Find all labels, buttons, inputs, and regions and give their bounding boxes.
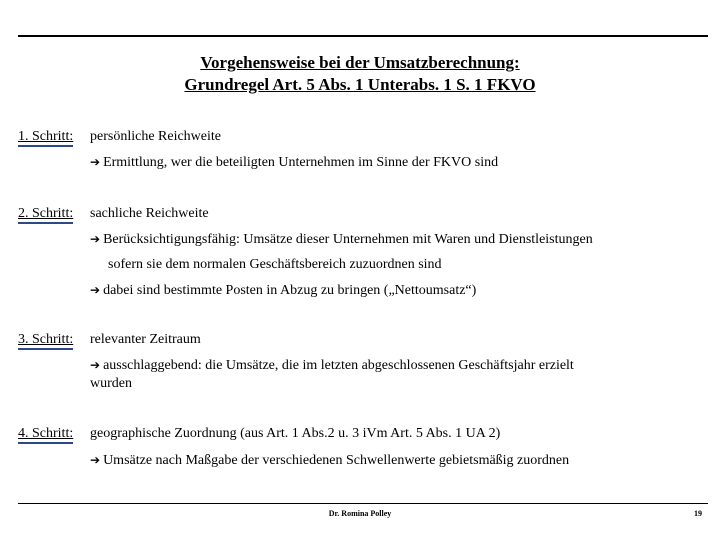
arrow-right-icon: ➔	[90, 283, 101, 297]
step-2-line-3: ➔ dabei sind bestimmte Posten in Abzug zu bringen („Nettoumsatz“)	[90, 283, 477, 298]
step-2-label: 2. Schritt:	[18, 206, 74, 221]
step-2-title: sachliche Reichweite	[90, 206, 209, 221]
page-title	[0, 52, 720, 96]
step-4-title: geographische Zuordnung (aus Art. 1 Abs.2 u. 3 iVm Art. 5 Abs. 1 UA 2)	[90, 426, 501, 441]
step-1-title: persönliche Reichweite	[90, 129, 222, 144]
step-1-label: 1. Schritt:	[18, 129, 74, 144]
step-3-title: relevanter Zeitraum	[90, 332, 201, 347]
step-1-line-1: ➔ Ermittlung, wer die beteiligten Unternehmen im Sinne der FKVO sind	[90, 155, 499, 170]
step-4-label: 4. Schritt:	[18, 426, 74, 441]
step-3-label: 3. Schritt:	[18, 332, 74, 347]
step-2-line-2: sofern sie dem normalen Geschäftsbereich zuzuordnen sind	[108, 257, 442, 272]
arrow-right-icon: ➔	[90, 155, 101, 169]
bottom-divider	[18, 503, 708, 504]
page-number: 19	[694, 509, 702, 518]
top-divider	[18, 35, 708, 37]
step-4-line-1: ➔ Umsätze nach Maßgabe der verschiedenen Schwellenwerte gebietsmäßig zuordnen	[90, 453, 570, 468]
title-line-1: Vorgehensweise bei der Umsatzberechnung:	[200, 53, 520, 72]
step-3-line-2: wurden	[90, 376, 132, 391]
arrow-right-icon: ➔	[90, 232, 101, 246]
step-3-line-1: ➔ ausschlaggebend: die Umsätze, die im letzten abgeschlossenen Geschäftsjahr erzielt	[90, 358, 574, 373]
footer-author: Dr. Romina Polley	[328, 509, 392, 518]
arrow-right-icon: ➔	[90, 453, 101, 467]
title-line-2: Grundregel Art. 5 Abs. 1 Unterabs. 1 S. 1 FKVO	[184, 75, 536, 94]
arrow-right-icon: ➔	[90, 358, 101, 372]
step-2-line-1: ➔ Berücksichtigungsfähig: Umsätze dieser Unternehmen mit Waren und Dienstleistungen	[90, 232, 593, 247]
